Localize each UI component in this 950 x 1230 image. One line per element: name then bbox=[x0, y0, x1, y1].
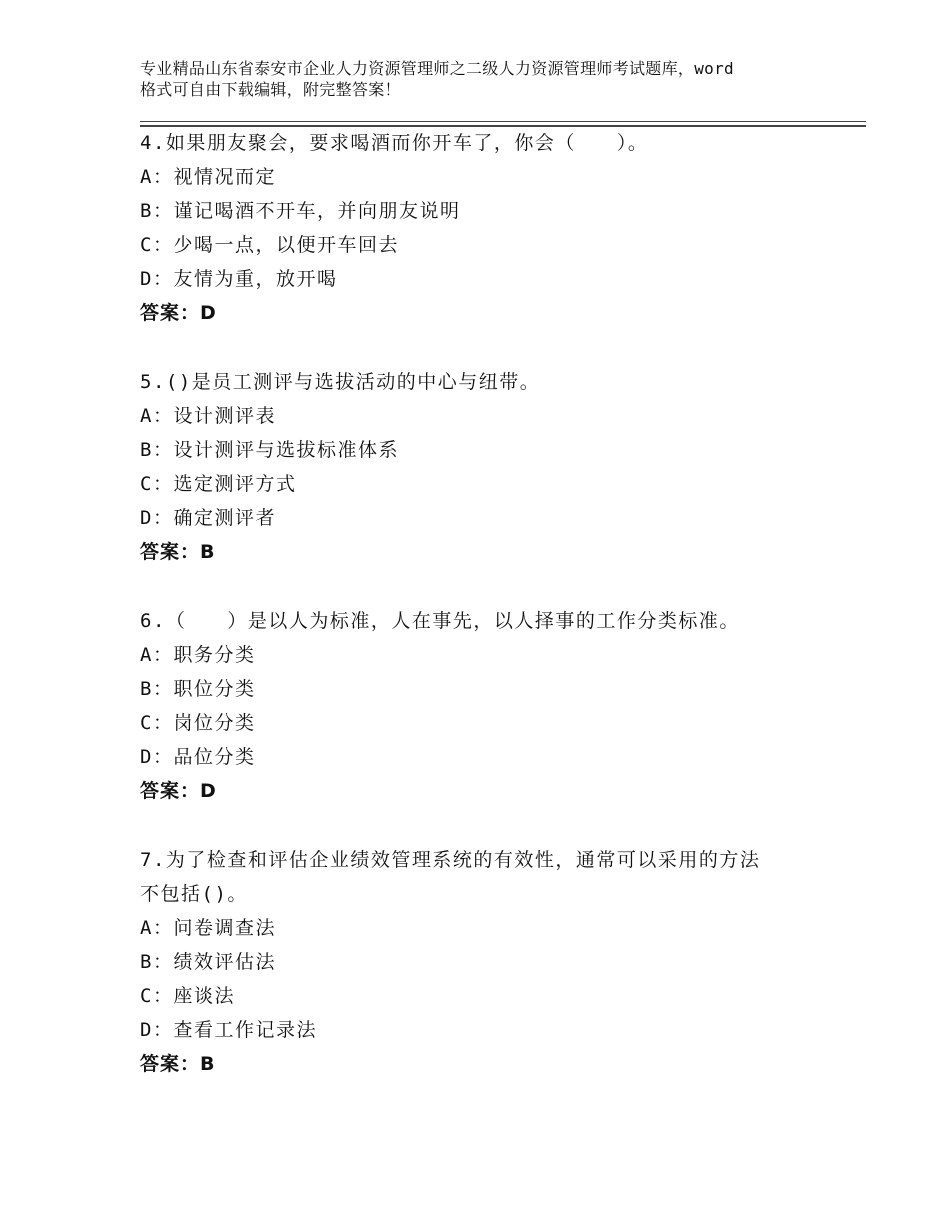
option-a: A：设计测评表 bbox=[140, 405, 276, 427]
option-c: C：少喝一点，以便开车回去 bbox=[140, 234, 399, 256]
option-c: C：选定测评方式 bbox=[140, 473, 297, 495]
question-6 bbox=[140, 604, 840, 808]
option-d: D：品位分类 bbox=[140, 746, 256, 768]
option-d: D：友情为重，放开喝 bbox=[140, 268, 338, 290]
answer-label: 答案：B bbox=[140, 541, 216, 563]
document-header bbox=[140, 58, 840, 100]
question-stem: 6.（ ）是以人为标准，人在事先，以人择事的工作分类标准。 bbox=[140, 610, 740, 632]
option-b: B：设计测评与选拔标准体系 bbox=[140, 439, 399, 461]
answer-label: 答案：B bbox=[140, 1053, 216, 1075]
question-4 bbox=[140, 126, 840, 330]
option-c: C：座谈法 bbox=[140, 985, 235, 1007]
question-stem: 5.()是员工测评与选拔活动的中心与纽带。 bbox=[140, 371, 541, 393]
answer-label: 答案：D bbox=[140, 302, 217, 324]
option-b: B：职位分类 bbox=[140, 678, 256, 700]
header-divider-thin bbox=[140, 121, 866, 122]
option-a: A：视情况而定 bbox=[140, 166, 276, 188]
option-b: B：谨记喝酒不开车，并向朋友说明 bbox=[140, 200, 461, 222]
answer-label: 答案：D bbox=[140, 780, 217, 802]
header-title-line-2: 格式可自由下载编辑，附完整答案！ bbox=[140, 80, 401, 99]
option-d: D：查看工作记录法 bbox=[140, 1019, 317, 1041]
option-a: A：职务分类 bbox=[140, 644, 256, 666]
question-stem-line-2: 不包括()。 bbox=[140, 883, 248, 905]
option-b: B：绩效评估法 bbox=[140, 951, 276, 973]
option-c: C：岗位分类 bbox=[140, 712, 256, 734]
question-5 bbox=[140, 365, 840, 569]
question-stem: 4.如果朋友聚会，要求喝酒而你开车了，你会（ ）。 bbox=[140, 132, 649, 154]
question-7 bbox=[140, 843, 840, 1081]
option-a: A：问卷调查法 bbox=[140, 917, 276, 939]
question-stem-line-1: 7.为了检查和评估企业绩效管理系统的有效性，通常可以采用的方法 bbox=[140, 849, 761, 871]
header-title-line-1: 专业精品山东省泰安市企业人力资源管理师之二级人力资源管理师考试题库，word bbox=[140, 59, 734, 78]
option-d: D：确定测评者 bbox=[140, 507, 276, 529]
